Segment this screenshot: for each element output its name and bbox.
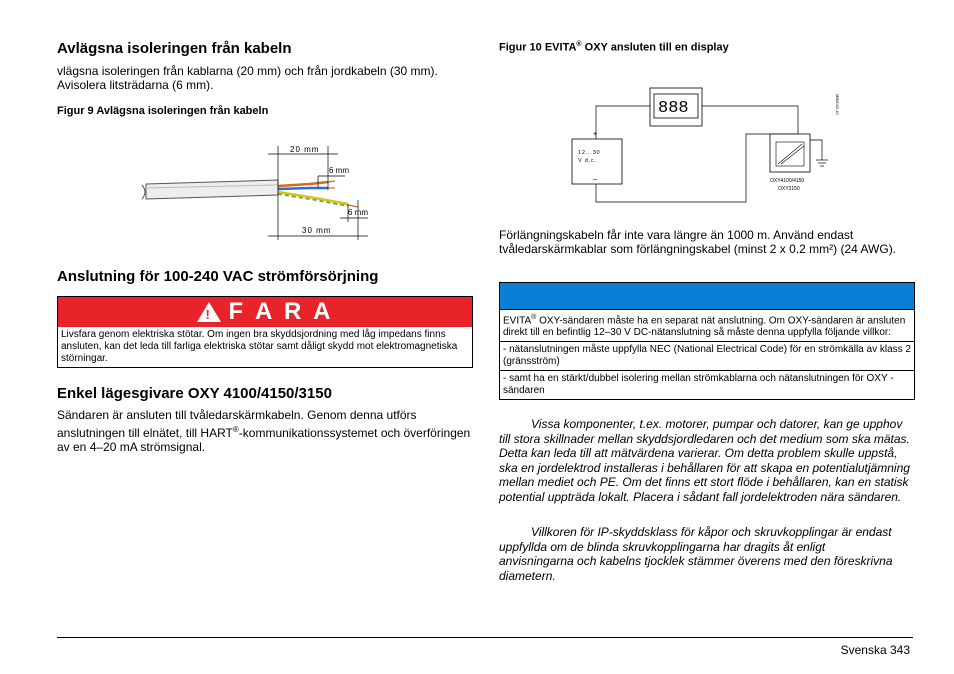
- figure-10-caption: [499, 41, 729, 54]
- danger-box: [57, 296, 473, 368]
- evita-oxy-wiring-diagram: [560, 84, 850, 212]
- note-row: [500, 310, 914, 341]
- paragraph-isolering: vlägsna isoleringen från kablarna (20 mm) och från jordkabeln (30 mm). Avisolera litsträdarna (6 mm).: [57, 64, 438, 92]
- registered-mark: ®: [232, 424, 239, 434]
- heading-avlagsna-isolering: Avlägsna isoleringen från kabeln: [57, 40, 292, 57]
- paragraph-enkel-part1: Sändaren är ansluten till tvåledarskärmkabeln. Genom denna utförs anslutningen till elnätet, till HART: [57, 408, 417, 440]
- footer-language: Svenska: [840, 643, 887, 657]
- danger-text: Livsfara genom elektriska stötar. Om ingen bra skyddsjordning med låg impedans finns ansluten, kan det leda till farliga elektriska stötar samt dåligt skydd mot elektromagnetiska störningar.: [61, 329, 458, 364]
- paragraph-forlangning: Förlängningskabeln får inte vara längre än 1000 m. Använd endast tvåledarskärmkablar som förlängningskabel (minst 2 x 0.2 mm²) (24 AWG).: [499, 228, 897, 256]
- supply-voltage-line1: 12...30: [578, 150, 601, 156]
- supply-voltage-line2: V d.c.: [578, 158, 597, 164]
- figure-9-caption: Figur 9 Avlägsna isoleringen från kabeln: [57, 105, 269, 117]
- heading-enkel-lagesgivare: Enkel lägesgivare OXY 4100/4150/3150: [57, 385, 332, 402]
- dim-6mm-label-a: 6 mm: [329, 166, 349, 175]
- supply-plus: +: [593, 131, 598, 138]
- display-digits: 888: [658, 99, 689, 118]
- note-row1-sup: ®: [531, 314, 537, 321]
- footer-page: [841, 643, 910, 657]
- figure-10-caption-part2: OXY ansluten till en display: [581, 41, 729, 54]
- paragraph-enkel: [57, 408, 473, 455]
- note-row1-part2: OXY-sändaren måste ha en separat nät anslutning. Om OXY-sändaren är ansluten direkt till en befintlig 12–30 V DC-nätanslutning så måste denna uppfylla följande villkor:: [503, 315, 906, 339]
- danger-header: [58, 297, 472, 327]
- note-row1-part1: EVITA: [503, 315, 532, 327]
- figure-code: MB0043-10: [835, 94, 840, 115]
- footer-page-number: 343: [889, 643, 910, 657]
- supply-minus: –: [593, 176, 597, 183]
- cable-stripping-diagram: [140, 140, 380, 245]
- sensor-label-line2: OXY3150: [778, 186, 800, 192]
- danger-title: F A R A: [228, 298, 334, 325]
- note-box: [499, 282, 915, 400]
- note-row: - samt ha en stärkt/dubbel isolering mellan strömkablarna och nätanslutningen för OXY -sändaren: [500, 370, 914, 399]
- figure-10-caption-sup: ®: [576, 41, 582, 48]
- paragraph-enkel-part2: -kommunikationssystemet och överföringen av en 4–20 mA strömsignal.: [57, 425, 471, 454]
- footer-rule: [57, 637, 913, 638]
- italic-paragraph-2: Villkoren för IP-skyddsklass för kåpor och skruvkopplingar är endast uppfyllda om de blinda skruvkopplingarna har dragits åt enligt anvisningarna och kabelns tjocklek stämmer överens med den föreskrivna diametern.: [499, 525, 893, 583]
- italic-paragraph-1: Vissa komponenter, t.ex. motorer, pumpar och datorer, kan ge upphov till stora skillnader mellan skyddsjordledaren och det medium som ska mätas. Detta kan leda till att mätvärdena varierar. Om detta problem skulle uppstå, ska en jordelektrod installeras i behållaren för att skapa en potentialutjämning mellan mediet och PE. Om det finns ett stort flöde i behållaren, kan en statisk potential uppträda lokalt. Placera i sådant fall jordelektroden nära sändaren.: [499, 417, 910, 504]
- figure-10-caption-part1: Figur 10 EVITA: [499, 41, 577, 54]
- dim-20mm-label: 20 mm: [290, 145, 320, 154]
- note-row: - nätanslutningen måste uppfylla NEC (National Electrical Code) för en strömkälla av klass 2 (gränsström): [500, 341, 914, 370]
- heading-anslutning: Anslutning för 100-240 VAC strömförsörjning: [57, 268, 379, 285]
- dim-30mm-label: 30 mm: [302, 226, 332, 235]
- warning-triangle-icon: !: [197, 302, 221, 322]
- dim-6mm-label-b: 6 mm: [348, 208, 368, 217]
- sensor-label-line1: OXY4100/4150: [770, 178, 805, 184]
- note-header: [500, 283, 914, 309]
